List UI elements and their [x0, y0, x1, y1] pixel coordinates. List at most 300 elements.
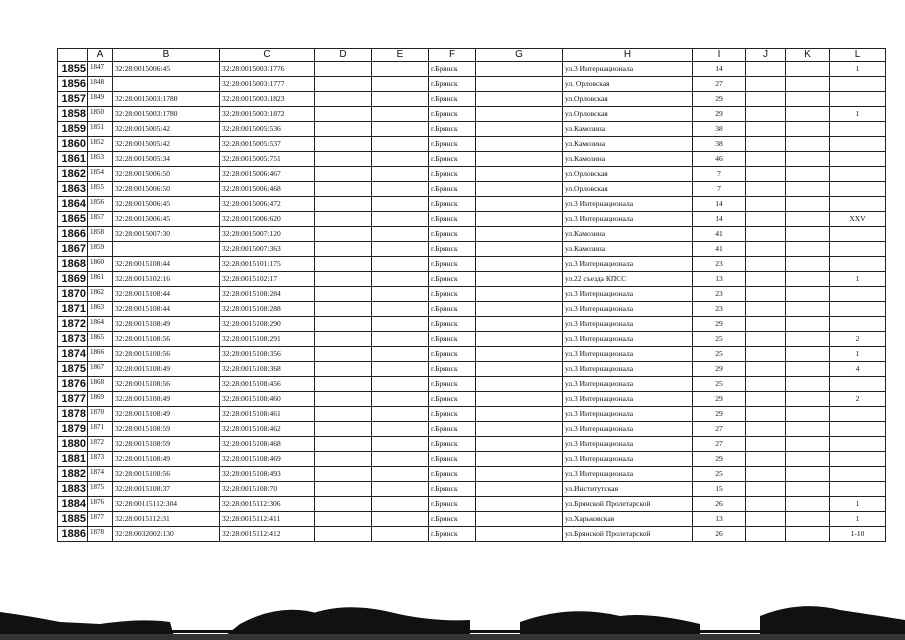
cell-k[interactable]	[786, 497, 830, 512]
cell-e[interactable]	[372, 92, 429, 107]
cell-h[interactable]: ул.3 Интернационала	[563, 212, 693, 227]
cell-a[interactable]: 1855	[88, 182, 113, 197]
cell-e[interactable]	[372, 377, 429, 392]
cell-d[interactable]	[315, 197, 372, 212]
cell-i[interactable]: 29	[693, 392, 746, 407]
cell-j[interactable]	[746, 347, 786, 362]
cell-c[interactable]: 32:28:0015005:537	[220, 137, 315, 152]
cell-j[interactable]	[746, 317, 786, 332]
cell-g[interactable]	[476, 407, 563, 422]
cell-l[interactable]	[830, 137, 886, 152]
cell-g[interactable]	[476, 287, 563, 302]
cell-b[interactable]: 32:28:0015005:42	[113, 137, 220, 152]
cell-a[interactable]: 1860	[88, 257, 113, 272]
cell-h[interactable]: ул.3 Интернационала	[563, 347, 693, 362]
cell-h[interactable]: ул.Орловская	[563, 92, 693, 107]
cell-a[interactable]: 1877	[88, 512, 113, 527]
cell-b[interactable]: 32:28:0015108:49	[113, 452, 220, 467]
cell-j[interactable]	[746, 197, 786, 212]
cell-k[interactable]	[786, 332, 830, 347]
row-number[interactable]: 1873	[58, 332, 88, 347]
row-number[interactable]: 1883	[58, 482, 88, 497]
cell-i[interactable]: 38	[693, 137, 746, 152]
cell-a[interactable]: 1862	[88, 287, 113, 302]
cell-j[interactable]	[746, 392, 786, 407]
cell-b[interactable]: 32:28:0032002:130	[113, 527, 220, 542]
cell-k[interactable]	[786, 362, 830, 377]
cell-a[interactable]: 1873	[88, 452, 113, 467]
cell-i[interactable]: 25	[693, 467, 746, 482]
cell-c[interactable]: 32:28:0015005:536	[220, 122, 315, 137]
cell-b[interactable]: 32:28:0015108:49	[113, 362, 220, 377]
cell-k[interactable]	[786, 152, 830, 167]
cell-b[interactable]: 32:28:0015108:44	[113, 302, 220, 317]
cell-b[interactable]: 32:28:0015003:1780	[113, 107, 220, 122]
cell-e[interactable]	[372, 227, 429, 242]
cell-b[interactable]: 32:28:0015108:37	[113, 482, 220, 497]
cell-a[interactable]: 1859	[88, 242, 113, 257]
cell-l[interactable]: 4	[830, 362, 886, 377]
cell-h[interactable]: ул.Брянской Пролетарской	[563, 497, 693, 512]
cell-d[interactable]	[315, 182, 372, 197]
cell-j[interactable]	[746, 497, 786, 512]
cell-l[interactable]	[830, 92, 886, 107]
cell-g[interactable]	[476, 302, 563, 317]
column-header[interactable]: H	[563, 49, 693, 62]
cell-f[interactable]: г.Брянск	[429, 287, 476, 302]
cell-c[interactable]: 32:28:0015108:356	[220, 347, 315, 362]
cell-b[interactable]	[113, 242, 220, 257]
cell-h[interactable]: ул.Брянской Пролетарской	[563, 527, 693, 542]
cell-g[interactable]	[476, 392, 563, 407]
cell-k[interactable]	[786, 137, 830, 152]
cell-k[interactable]	[786, 107, 830, 122]
cell-j[interactable]	[746, 302, 786, 317]
cell-i[interactable]: 23	[693, 287, 746, 302]
cell-h[interactable]: ул.3 Интернационала	[563, 362, 693, 377]
cell-i[interactable]: 27	[693, 422, 746, 437]
cell-g[interactable]	[476, 107, 563, 122]
cell-d[interactable]	[315, 452, 372, 467]
column-header[interactable]: G	[476, 49, 563, 62]
cell-h[interactable]: ул.3 Интернационала	[563, 62, 693, 77]
row-number[interactable]: 1865	[58, 212, 88, 227]
cell-i[interactable]: 23	[693, 257, 746, 272]
cell-h[interactable]: ул.3 Интернационала	[563, 302, 693, 317]
cell-e[interactable]	[372, 497, 429, 512]
row-number[interactable]: 1867	[58, 242, 88, 257]
cell-e[interactable]	[372, 437, 429, 452]
cell-i[interactable]: 29	[693, 107, 746, 122]
cell-e[interactable]	[372, 197, 429, 212]
cell-g[interactable]	[476, 332, 563, 347]
cell-d[interactable]	[315, 512, 372, 527]
cell-a[interactable]: 1865	[88, 332, 113, 347]
cell-c[interactable]: 32:28:0015007:363	[220, 242, 315, 257]
cell-d[interactable]	[315, 272, 372, 287]
row-number[interactable]: 1877	[58, 392, 88, 407]
cell-j[interactable]	[746, 152, 786, 167]
cell-a[interactable]: 1857	[88, 212, 113, 227]
cell-d[interactable]	[315, 287, 372, 302]
row-number[interactable]: 1874	[58, 347, 88, 362]
cell-i[interactable]: 7	[693, 182, 746, 197]
cell-g[interactable]	[476, 212, 563, 227]
cell-l[interactable]: 1	[830, 347, 886, 362]
row-number[interactable]: 1860	[58, 137, 88, 152]
cell-c[interactable]: 32:28:0015005:751	[220, 152, 315, 167]
cell-l[interactable]	[830, 467, 886, 482]
cell-l[interactable]	[830, 152, 886, 167]
cell-b[interactable]: 32:28:00115112:304	[113, 497, 220, 512]
cell-f[interactable]: г.Брянск	[429, 107, 476, 122]
row-number[interactable]: 1884	[58, 497, 88, 512]
cell-b[interactable]: 32:28:0015112:31	[113, 512, 220, 527]
cell-e[interactable]	[372, 512, 429, 527]
cell-a[interactable]: 1858	[88, 227, 113, 242]
cell-h[interactable]: ул.Харьковская	[563, 512, 693, 527]
row-number[interactable]: 1875	[58, 362, 88, 377]
cell-k[interactable]	[786, 302, 830, 317]
cell-j[interactable]	[746, 242, 786, 257]
cell-g[interactable]	[476, 422, 563, 437]
cell-i[interactable]: 7	[693, 167, 746, 182]
cell-h[interactable]: ул.3 Интернационала	[563, 437, 693, 452]
cell-f[interactable]: г.Брянск	[429, 347, 476, 362]
cell-l[interactable]: 1	[830, 272, 886, 287]
cell-e[interactable]	[372, 167, 429, 182]
cell-i[interactable]: 15	[693, 482, 746, 497]
cell-g[interactable]	[476, 137, 563, 152]
cell-e[interactable]	[372, 257, 429, 272]
cell-k[interactable]	[786, 272, 830, 287]
cell-c[interactable]: 32:28:0015108:70	[220, 482, 315, 497]
cell-j[interactable]	[746, 167, 786, 182]
cell-l[interactable]	[830, 77, 886, 92]
cell-g[interactable]	[476, 362, 563, 377]
cell-k[interactable]	[786, 167, 830, 182]
cell-g[interactable]	[476, 242, 563, 257]
cell-c[interactable]: 32:28:0015108:288	[220, 302, 315, 317]
cell-l[interactable]	[830, 257, 886, 272]
cell-b[interactable]: 32:28:0015003:1780	[113, 92, 220, 107]
cell-c[interactable]: 32:28:0015108:493	[220, 467, 315, 482]
cell-b[interactable]: 32:28:0015108:49	[113, 392, 220, 407]
row-number[interactable]: 1871	[58, 302, 88, 317]
cell-e[interactable]	[372, 332, 429, 347]
cell-f[interactable]: г.Брянск	[429, 437, 476, 452]
cell-k[interactable]	[786, 122, 830, 137]
cell-f[interactable]: г.Брянск	[429, 62, 476, 77]
cell-k[interactable]	[786, 92, 830, 107]
cell-h[interactable]: ул.Камозина	[563, 152, 693, 167]
cell-h[interactable]: ул.3 Интернационала	[563, 332, 693, 347]
cell-k[interactable]	[786, 62, 830, 77]
cell-f[interactable]: г.Брянск	[429, 407, 476, 422]
cell-e[interactable]	[372, 317, 429, 332]
column-header[interactable]: I	[693, 49, 746, 62]
cell-l[interactable]	[830, 182, 886, 197]
cell-b[interactable]: 32:28:0015108:59	[113, 422, 220, 437]
cell-l[interactable]	[830, 437, 886, 452]
cell-d[interactable]	[315, 302, 372, 317]
cell-f[interactable]: г.Брянск	[429, 272, 476, 287]
cell-k[interactable]	[786, 527, 830, 542]
cell-f[interactable]: г.Брянск	[429, 527, 476, 542]
cell-d[interactable]	[315, 377, 372, 392]
cell-i[interactable]: 25	[693, 377, 746, 392]
cell-j[interactable]	[746, 362, 786, 377]
cell-l[interactable]: XXV	[830, 212, 886, 227]
cell-c[interactable]: 32:28:0015003:1823	[220, 92, 315, 107]
cell-l[interactable]	[830, 242, 886, 257]
column-header[interactable]: K	[786, 49, 830, 62]
row-number[interactable]: 1858	[58, 107, 88, 122]
cell-j[interactable]	[746, 527, 786, 542]
cell-j[interactable]	[746, 137, 786, 152]
cell-l[interactable]: 1	[830, 62, 886, 77]
cell-i[interactable]: 14	[693, 62, 746, 77]
cell-k[interactable]	[786, 467, 830, 482]
cell-d[interactable]	[315, 467, 372, 482]
cell-d[interactable]	[315, 242, 372, 257]
cell-i[interactable]: 41	[693, 242, 746, 257]
cell-d[interactable]	[315, 527, 372, 542]
cell-c[interactable]: 32:28:0015003:1776	[220, 62, 315, 77]
cell-a[interactable]: 1866	[88, 347, 113, 362]
cell-i[interactable]: 29	[693, 92, 746, 107]
cell-b[interactable]: 32:28:0015006:45	[113, 62, 220, 77]
row-number[interactable]: 1866	[58, 227, 88, 242]
cell-f[interactable]: г.Брянск	[429, 197, 476, 212]
cell-h[interactable]: ул.Камозина	[563, 242, 693, 257]
cell-i[interactable]: 13	[693, 512, 746, 527]
cell-g[interactable]	[476, 347, 563, 362]
cell-e[interactable]	[372, 362, 429, 377]
cell-i[interactable]: 14	[693, 197, 746, 212]
cell-l[interactable]	[830, 197, 886, 212]
cell-j[interactable]	[746, 332, 786, 347]
cell-k[interactable]	[786, 257, 830, 272]
cell-g[interactable]	[476, 467, 563, 482]
cell-c[interactable]: 32:28:0015112:412	[220, 527, 315, 542]
cell-j[interactable]	[746, 62, 786, 77]
row-number[interactable]: 1882	[58, 467, 88, 482]
cell-j[interactable]	[746, 437, 786, 452]
cell-g[interactable]	[476, 317, 563, 332]
cell-i[interactable]: 41	[693, 227, 746, 242]
cell-g[interactable]	[476, 257, 563, 272]
cell-l[interactable]	[830, 317, 886, 332]
cell-h[interactable]: ул.Орловская	[563, 182, 693, 197]
cell-a[interactable]: 1851	[88, 122, 113, 137]
cell-g[interactable]	[476, 272, 563, 287]
cell-e[interactable]	[372, 77, 429, 92]
cell-k[interactable]	[786, 452, 830, 467]
cell-e[interactable]	[372, 467, 429, 482]
cell-d[interactable]	[315, 152, 372, 167]
cell-a[interactable]: 1874	[88, 467, 113, 482]
cell-b[interactable]: 32:28:0015108:44	[113, 257, 220, 272]
cell-l[interactable]	[830, 287, 886, 302]
row-number[interactable]: 1870	[58, 287, 88, 302]
column-header[interactable]	[58, 49, 88, 62]
cell-f[interactable]: г.Брянск	[429, 332, 476, 347]
cell-i[interactable]: 13	[693, 272, 746, 287]
cell-d[interactable]	[315, 167, 372, 182]
cell-e[interactable]	[372, 482, 429, 497]
cell-i[interactable]: 23	[693, 302, 746, 317]
cell-h[interactable]: ул.3 Интернационала	[563, 377, 693, 392]
cell-e[interactable]	[372, 527, 429, 542]
cell-f[interactable]: г.Брянск	[429, 392, 476, 407]
cell-h[interactable]: ул.3 Интернационала	[563, 467, 693, 482]
cell-g[interactable]	[476, 497, 563, 512]
cell-e[interactable]	[372, 287, 429, 302]
cell-d[interactable]	[315, 212, 372, 227]
cell-a[interactable]: 1871	[88, 422, 113, 437]
column-header[interactable]: A	[88, 49, 113, 62]
cell-a[interactable]: 1847	[88, 62, 113, 77]
cell-d[interactable]	[315, 392, 372, 407]
cell-b[interactable]: 32:28:0015108:56	[113, 347, 220, 362]
cell-d[interactable]	[315, 362, 372, 377]
cell-j[interactable]	[746, 287, 786, 302]
cell-a[interactable]: 1856	[88, 197, 113, 212]
cell-h[interactable]: ул.3 Интернационала	[563, 452, 693, 467]
cell-d[interactable]	[315, 257, 372, 272]
cell-a[interactable]: 1875	[88, 482, 113, 497]
cell-k[interactable]	[786, 347, 830, 362]
cell-j[interactable]	[746, 227, 786, 242]
row-number[interactable]: 1872	[58, 317, 88, 332]
row-number[interactable]: 1862	[58, 167, 88, 182]
cell-d[interactable]	[315, 122, 372, 137]
cell-d[interactable]	[315, 77, 372, 92]
cell-h[interactable]: ул.Камозина	[563, 227, 693, 242]
cell-e[interactable]	[372, 407, 429, 422]
cell-g[interactable]	[476, 437, 563, 452]
cell-f[interactable]: г.Брянск	[429, 212, 476, 227]
cell-a[interactable]: 1868	[88, 377, 113, 392]
cell-a[interactable]: 1864	[88, 317, 113, 332]
cell-c[interactable]: 32:28:0015108:290	[220, 317, 315, 332]
cell-b[interactable]: 32:28:0015108:49	[113, 407, 220, 422]
cell-h[interactable]: ул.3 Интернационала	[563, 392, 693, 407]
cell-h[interactable]: ул.Институтская	[563, 482, 693, 497]
cell-k[interactable]	[786, 212, 830, 227]
cell-b[interactable]: 32:28:0015108:56	[113, 332, 220, 347]
cell-h[interactable]: ул.3 Интернационала	[563, 422, 693, 437]
cell-j[interactable]	[746, 377, 786, 392]
cell-k[interactable]	[786, 482, 830, 497]
cell-j[interactable]	[746, 92, 786, 107]
cell-i[interactable]: 29	[693, 407, 746, 422]
cell-j[interactable]	[746, 467, 786, 482]
cell-d[interactable]	[315, 332, 372, 347]
cell-c[interactable]: 32:28:0015006:620	[220, 212, 315, 227]
cell-e[interactable]	[372, 302, 429, 317]
cell-k[interactable]	[786, 317, 830, 332]
cell-f[interactable]: г.Брянск	[429, 182, 476, 197]
cell-e[interactable]	[372, 137, 429, 152]
cell-l[interactable]	[830, 407, 886, 422]
cell-h[interactable]: ул.3 Интернационала	[563, 287, 693, 302]
cell-c[interactable]: 32:28:0015101:175	[220, 257, 315, 272]
cell-f[interactable]: г.Брянск	[429, 242, 476, 257]
cell-c[interactable]: 32:28:0015108:456	[220, 377, 315, 392]
cell-l[interactable]	[830, 302, 886, 317]
cell-e[interactable]	[372, 152, 429, 167]
cell-c[interactable]: 32:28:0015108:284	[220, 287, 315, 302]
cell-k[interactable]	[786, 77, 830, 92]
column-header[interactable]: J	[746, 49, 786, 62]
cell-g[interactable]	[476, 527, 563, 542]
cell-a[interactable]: 1876	[88, 497, 113, 512]
cell-k[interactable]	[786, 422, 830, 437]
cell-j[interactable]	[746, 122, 786, 137]
row-number[interactable]: 1857	[58, 92, 88, 107]
row-number[interactable]: 1861	[58, 152, 88, 167]
cell-l[interactable]	[830, 377, 886, 392]
cell-g[interactable]	[476, 227, 563, 242]
cell-k[interactable]	[786, 437, 830, 452]
cell-l[interactable]: 1	[830, 497, 886, 512]
cell-j[interactable]	[746, 77, 786, 92]
cell-j[interactable]	[746, 512, 786, 527]
cell-i[interactable]: 25	[693, 332, 746, 347]
cell-g[interactable]	[476, 167, 563, 182]
cell-g[interactable]	[476, 377, 563, 392]
cell-a[interactable]: 1848	[88, 77, 113, 92]
cell-g[interactable]	[476, 512, 563, 527]
cell-f[interactable]: г.Брянск	[429, 137, 476, 152]
cell-b[interactable]: 32:28:0015108:59	[113, 437, 220, 452]
cell-a[interactable]: 1852	[88, 137, 113, 152]
cell-l[interactable]	[830, 227, 886, 242]
row-number[interactable]: 1881	[58, 452, 88, 467]
cell-a[interactable]: 1869	[88, 392, 113, 407]
cell-f[interactable]: г.Брянск	[429, 452, 476, 467]
row-number[interactable]: 1886	[58, 527, 88, 542]
cell-k[interactable]	[786, 377, 830, 392]
row-number[interactable]: 1855	[58, 62, 88, 77]
cell-e[interactable]	[372, 347, 429, 362]
cell-l[interactable]: 1-10	[830, 527, 886, 542]
cell-e[interactable]	[372, 422, 429, 437]
cell-f[interactable]: г.Брянск	[429, 317, 476, 332]
row-number[interactable]: 1869	[58, 272, 88, 287]
cell-a[interactable]: 1854	[88, 167, 113, 182]
cell-k[interactable]	[786, 227, 830, 242]
cell-f[interactable]: г.Брянск	[429, 482, 476, 497]
cell-f[interactable]: г.Брянск	[429, 467, 476, 482]
cell-b[interactable]: 32:28:0015006:50	[113, 167, 220, 182]
cell-d[interactable]	[315, 62, 372, 77]
cell-l[interactable]: 1	[830, 107, 886, 122]
cell-b[interactable]: 32:28:0015006:45	[113, 197, 220, 212]
cell-j[interactable]	[746, 452, 786, 467]
cell-c[interactable]: 32:28:0015003:1872	[220, 107, 315, 122]
cell-g[interactable]	[476, 92, 563, 107]
column-header[interactable]: L	[830, 49, 886, 62]
column-header[interactable]: E	[372, 49, 429, 62]
row-number[interactable]: 1868	[58, 257, 88, 272]
cell-d[interactable]	[315, 137, 372, 152]
cell-h[interactable]: ул.Камозина	[563, 137, 693, 152]
cell-b[interactable]: 32:28:0015102:16	[113, 272, 220, 287]
cell-h[interactable]: ул.22 съезда КПСС	[563, 272, 693, 287]
